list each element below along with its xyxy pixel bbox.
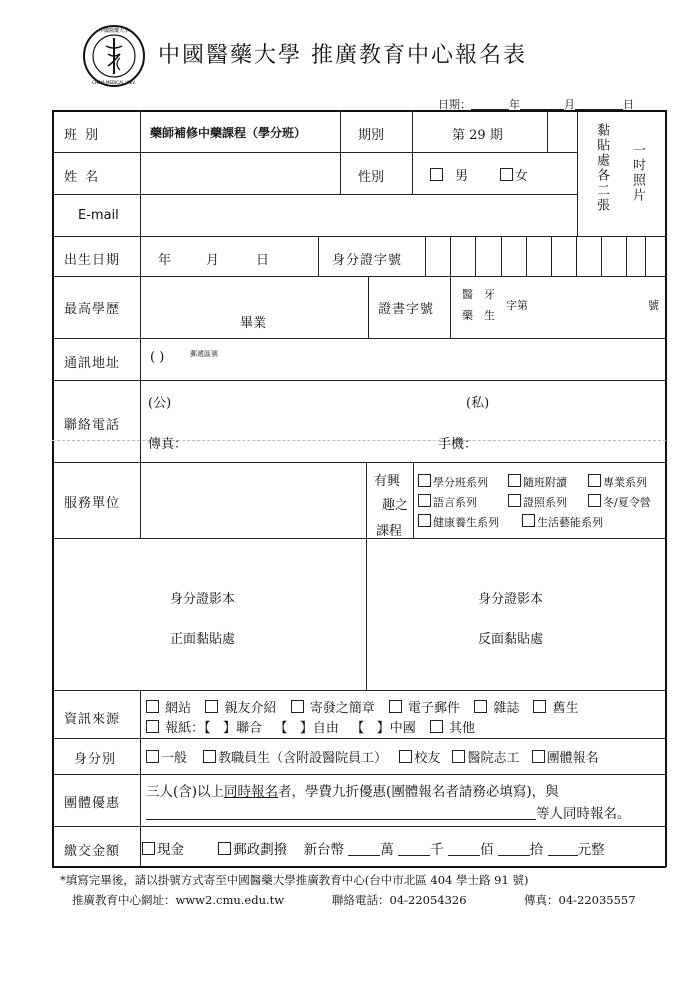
photo-note-count: 黏貼處各二張 — [594, 123, 609, 213]
payment-options: 現金 郵政劃撥 新台幣 萬 千 佰 拾 元整 — [142, 838, 605, 858]
id-copy-back-label: 反面黏貼處 — [478, 632, 544, 647]
interest-option-audit[interactable]: 隨班附讀 — [508, 474, 567, 490]
identity-checkbox[interactable] — [203, 750, 216, 763]
birth-day[interactable]: 日 — [256, 253, 270, 268]
identity-options: 一般 教職員生（含附設醫院員工） 校友 醫院志工 團體報名 — [146, 747, 599, 766]
footer-phone: 聯絡電話：04-22054326 — [332, 893, 467, 907]
date-day-field[interactable] — [575, 97, 623, 110]
source-checkbox[interactable] — [389, 700, 402, 713]
interest-option-credit[interactable]: 學分班系列 — [418, 474, 488, 490]
date-month-field[interactable] — [520, 97, 564, 110]
amount-bai-field[interactable] — [448, 843, 480, 856]
amount-yuan-field[interactable] — [548, 843, 578, 856]
identity-checkbox[interactable] — [452, 750, 465, 763]
interest-option-license[interactable]: 證照系列 — [508, 494, 567, 510]
id-copy-back-title: 身分證影本 — [478, 592, 544, 607]
certificate-label: 證書字號 — [378, 302, 435, 317]
info-source-newspaper: 報紙：【 】聯合 【 】自由 【 】中國 其他 — [146, 717, 475, 736]
email-label: E-mail — [78, 208, 119, 223]
footer-mail-note: *填寫完畢後，請以掛號方式寄至中國醫藥大學推廣教育中心(台中市北區 404 學士路 91 號) — [60, 873, 529, 887]
source-other-checkbox[interactable] — [430, 720, 443, 733]
payment-cash-checkbox[interactable] — [142, 842, 155, 855]
interest-checkbox[interactable] — [588, 474, 601, 487]
identity-checkbox[interactable] — [532, 750, 545, 763]
phone-office-label: (公) — [148, 396, 172, 411]
gender-female-option[interactable]: 女 — [500, 165, 528, 184]
id-copy-front-label: 正面黏貼處 — [170, 632, 236, 647]
interest-checkbox[interactable] — [418, 494, 431, 507]
birth-label: 出生日期 — [64, 253, 121, 268]
amount-qian-field[interactable] — [398, 843, 430, 856]
address-zip-paren[interactable]: ( ) — [150, 350, 165, 365]
birth-year[interactable]: 年 — [158, 253, 172, 268]
interest-option-lifestyle[interactable]: 生活藝能系列 — [522, 514, 603, 530]
source-checkbox[interactable] — [533, 700, 546, 713]
gender-label: 性別 — [358, 170, 385, 185]
cert-zi-di: 字第 — [506, 299, 528, 312]
fax-label: 傳真： — [148, 437, 188, 452]
page-title: 中國醫藥大學 推廣教育中心報名表 — [158, 43, 527, 68]
group-discount-label: 團體優惠 — [64, 796, 121, 811]
interest-option-camp[interactable]: 冬/夏令營 — [588, 494, 651, 510]
newspaper-checkbox[interactable] — [146, 720, 159, 733]
name-input[interactable] — [142, 154, 338, 192]
interest-checkbox[interactable] — [522, 514, 535, 527]
source-checkbox[interactable] — [146, 700, 159, 713]
svg-text:中國醫藥大學: 中國醫藥大學 — [98, 28, 130, 34]
source-checkbox[interactable] — [291, 700, 304, 713]
info-source-options: 網站 親友介紹 寄發之簡章 電子郵件 雜誌 舊生 — [146, 697, 579, 716]
id-number-label: 身分證字號 — [332, 253, 403, 268]
id-copy-back-area[interactable] — [368, 540, 664, 688]
address-label: 通訊地址 — [64, 356, 121, 371]
gender-male-option[interactable]: 男 — [430, 165, 468, 184]
cert-pharmacy: 藥 — [462, 309, 473, 322]
interest-checkbox[interactable] — [588, 494, 601, 507]
interest-label-3: 課程 — [376, 524, 403, 539]
cert-dental: 牙 — [484, 288, 495, 301]
identity-checkbox[interactable] — [146, 750, 159, 763]
identity-label: 身分別 — [74, 752, 117, 767]
interest-option-health[interactable]: 健康養生系列 — [418, 514, 499, 530]
gender-female-checkbox[interactable] — [500, 168, 513, 181]
group-members-field[interactable] — [146, 807, 536, 820]
name-label: 姓 名 — [64, 170, 101, 185]
payment-label: 繳交金額 — [64, 844, 121, 859]
cert-sheng: 生 — [484, 309, 495, 322]
footer-website: 推廣教育中心網址：www2.cmu.edu.tw — [72, 893, 285, 907]
phone-home-label: (私) — [466, 396, 490, 411]
photo-area[interactable] — [578, 111, 664, 235]
work-unit-input[interactable] — [142, 464, 364, 536]
interest-label-1: 有興 — [374, 474, 401, 489]
class-value[interactable]: 藥師補修中藥課程（學分班） — [150, 126, 307, 140]
group-discount-line2: 等人同時報名。 — [146, 802, 631, 822]
birth-month[interactable]: 月 — [206, 253, 220, 268]
interest-label-2: 趣之 — [382, 498, 409, 513]
footer-fax: 傳真：04-22035557 — [524, 893, 636, 907]
group-discount-text: 三人(含)以上同時報名者，學費九折優惠(團體報名者請務必填寫)，與 — [146, 784, 559, 800]
interest-checkbox[interactable] — [508, 494, 521, 507]
date-year-field[interactable] — [471, 97, 509, 110]
interest-checkbox[interactable] — [508, 474, 521, 487]
interest-option-language[interactable]: 語言系列 — [418, 494, 477, 510]
mobile-label: 手機： — [438, 437, 478, 452]
source-checkbox[interactable] — [205, 700, 218, 713]
id-copy-front-area[interactable] — [54, 540, 365, 688]
photo-note-size: 一吋照片 — [630, 143, 645, 203]
date-line: 日期： 年 月 日 — [438, 98, 634, 111]
term-label: 期別 — [358, 128, 385, 143]
work-unit-label: 服務單位 — [64, 496, 121, 511]
payment-postal-checkbox[interactable] — [218, 842, 231, 855]
interest-option-professional[interactable]: 專業系列 — [588, 474, 647, 490]
email-input[interactable] — [142, 196, 575, 234]
cert-medical: 醫 — [462, 288, 473, 301]
university-logo — [82, 24, 146, 88]
gender-male-checkbox[interactable] — [430, 168, 443, 181]
amount-wan-field[interactable] — [348, 843, 380, 856]
class-label: 班 別 — [64, 128, 101, 143]
id-copy-front-title: 身分證影本 — [170, 592, 236, 607]
svg-text:CHINA MEDICAL UNIV.: CHINA MEDICAL UNIV. — [92, 80, 136, 85]
education-graduate[interactable]: 畢業 — [240, 316, 267, 331]
phone-label: 聯絡電話 — [64, 418, 121, 433]
term-value[interactable]: 第 29 期 — [452, 128, 503, 143]
info-source-label: 資訊來源 — [64, 712, 121, 727]
interest-checkbox[interactable] — [418, 514, 431, 527]
amount-shi-field[interactable] — [498, 843, 530, 856]
source-checkbox[interactable] — [474, 700, 487, 713]
address-zip-label: 郵遞區號 — [190, 350, 218, 358]
education-label: 最高學歷 — [64, 302, 121, 317]
interest-checkbox[interactable] — [418, 474, 431, 487]
identity-checkbox[interactable] — [399, 750, 412, 763]
cert-hao: 號 — [648, 299, 659, 312]
